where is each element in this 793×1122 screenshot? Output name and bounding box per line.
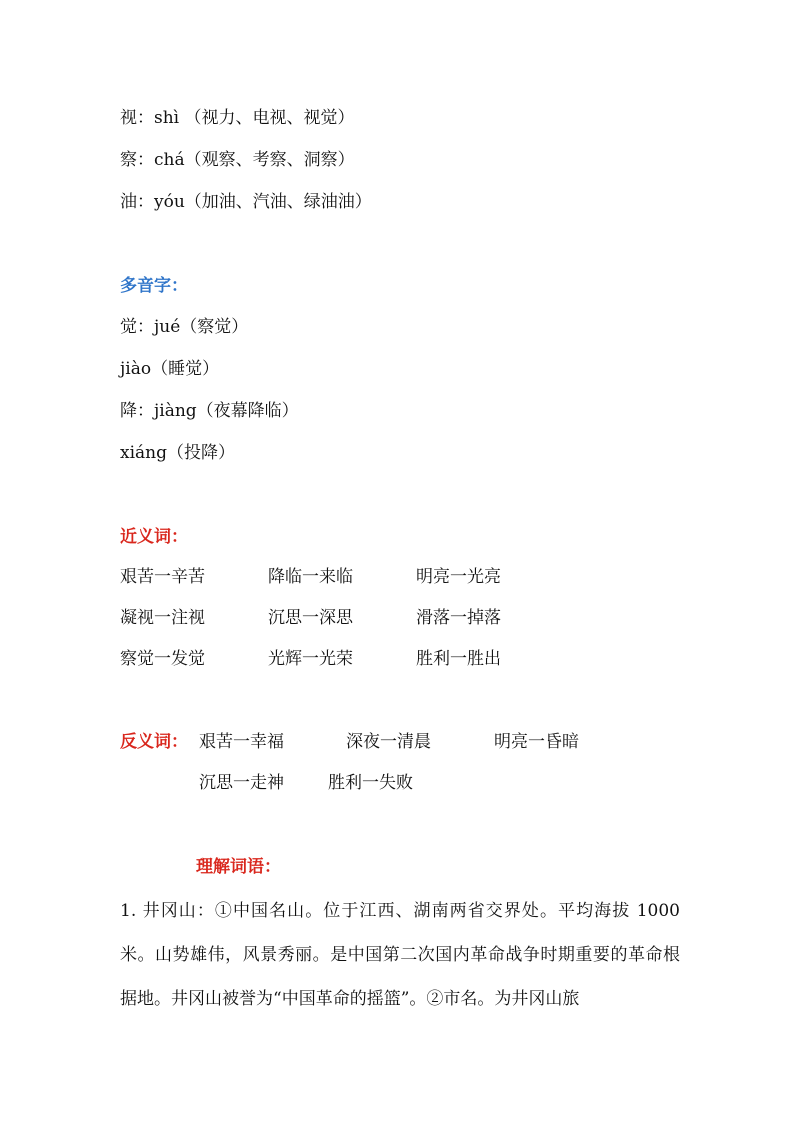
antonym-pair: 深夜一清晨	[346, 732, 431, 752]
antonym-pair: 明亮一昏暗	[494, 732, 579, 752]
synonyms-heading: 近义词：	[120, 527, 188, 547]
synonym-pair: 滑落一掉落	[416, 608, 501, 628]
antonyms-heading: 反义词：	[120, 732, 188, 752]
polyphonic-line: jiào（睡觉）	[120, 359, 220, 379]
synonym-pair: 光辉一光荣	[268, 649, 353, 669]
antonym-pair: 胜利一失败	[328, 773, 413, 793]
polyphonic-heading: 多音字：	[120, 276, 188, 296]
reading-line-cha: 察：chá（观察、考察、洞察）	[120, 150, 355, 170]
synonym-pair: 凝视一注视	[120, 608, 205, 628]
antonym-pair: 沉思一走神	[199, 773, 284, 793]
synonym-pair: 降临一来临	[268, 567, 353, 587]
polyphonic-line: xiáng（投降）	[120, 443, 235, 463]
synonym-pair: 沉思一深思	[268, 608, 353, 628]
synonym-pair: 察觉一发觉	[120, 649, 205, 669]
reading-line-shi: 视：shì （视力、电视、视觉）	[120, 108, 355, 128]
synonym-pair: 胜利一胜出	[416, 649, 501, 669]
polyphonic-line: 降：jiàng（夜幕降临）	[120, 401, 299, 421]
antonym-pair: 艰苦一幸福	[199, 732, 284, 752]
synonym-pair: 艰苦一辛苦	[120, 567, 205, 587]
synonym-pair: 明亮一光亮	[416, 567, 501, 587]
understanding-heading: 理解词语：	[196, 857, 281, 877]
polyphonic-line: 觉：jué（察觉）	[120, 317, 249, 337]
reading-line-you: 油：yóu（加油、汽油、绿油油）	[120, 192, 372, 212]
understanding-paragraph: 1. 井冈山：①中国名山。位于江西、湖南两省交界处。平均海拔 1000 米。山势雄伟，风景秀丽。是中国第二次国内革命战争时期重要的革命根据地。井冈山被誉为“中国革命的摇篮”。②市名。为井冈山旅	[120, 901, 680, 1009]
